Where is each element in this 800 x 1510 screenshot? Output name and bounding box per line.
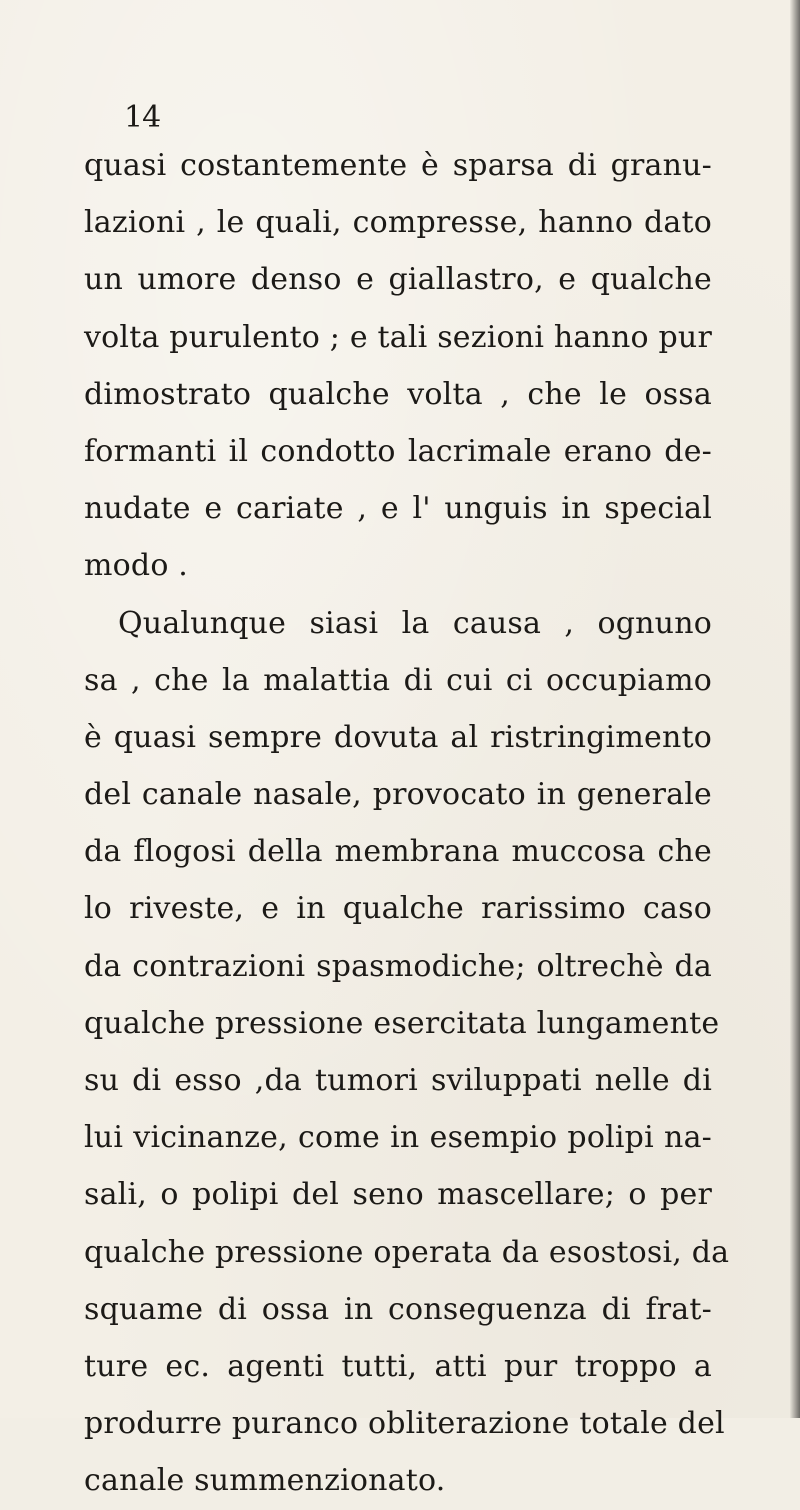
text-line: da contrazioni spasmodiche; oltrechè da [84, 948, 712, 984]
text-line: nudate e cariate , e l' unguis in special [84, 491, 712, 527]
page-number: 14 [124, 100, 161, 135]
text-line: squame di ossa in conseguenza di frat- [84, 1291, 712, 1327]
text-line: un umore denso e giallastro, e qualche [84, 262, 712, 298]
text-line: lazioni , le quali, compresse, hanno dato [84, 205, 712, 241]
text-line: lui vicinanze, come in esempio polipi na- [84, 1120, 712, 1156]
text-line: qualche pressione operata da esostosi, da [84, 1234, 730, 1270]
text-line: del canale nasale, provocato in generale [84, 777, 712, 813]
paragraph-start-line: Qualunque siasi la causa , ognuno [118, 605, 712, 641]
text-line: sali, o polipi del seno mascellare; o per [84, 1177, 712, 1213]
text-line: quasi costantemente è sparsa di granu- [84, 148, 712, 183]
text-line: dimostrato qualche volta , che le ossa [84, 376, 712, 412]
text-line: qualche pressione esercitata lungamente [84, 1005, 720, 1041]
body-text [84, 137, 730, 1510]
text-line: formanti il condotto lacrimale erano de- [84, 433, 712, 469]
paragraph-end-line: canale summenzionato. [84, 1463, 446, 1499]
text-line: lo riveste, e in qualche rarissimo caso [84, 891, 712, 927]
text-line: sa , che la malattia di cui ci occupiamo [84, 662, 712, 698]
text-line: è quasi sempre dovuta al ristringimento [84, 719, 712, 755]
text-line: volta purulento ; e tali sezioni hanno pur [84, 319, 712, 355]
text-line: da flogosi della membrana muccosa che [84, 834, 712, 870]
text-line: su di esso ,da tumori sviluppati nelle di [84, 1063, 712, 1098]
text-line: produrre puranco obliterazione totale del [84, 1406, 725, 1442]
text-line: ture ec. agenti tutti, atti pur troppo a [84, 1348, 712, 1384]
page-edge-shadow [790, 0, 800, 1418]
paragraph-end-line: modo . [84, 548, 189, 584]
